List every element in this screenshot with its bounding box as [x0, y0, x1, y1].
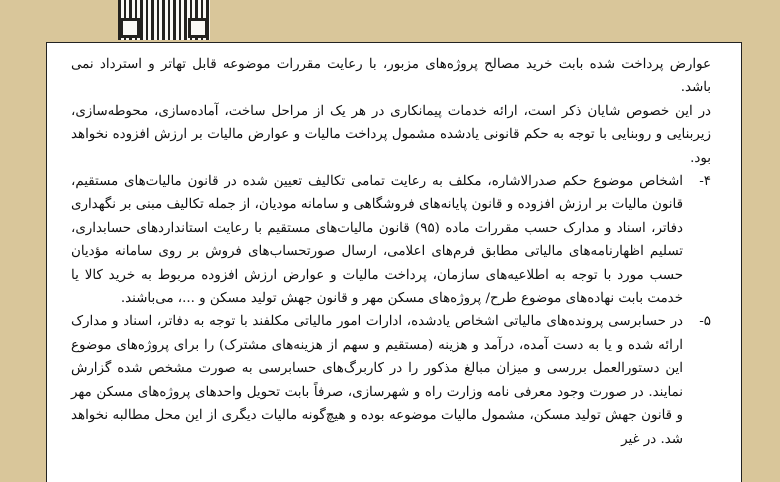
list-item — [71, 170, 711, 310]
paragraph-contracting-services: در این خصوص شایان ذکر است، ارائه خدمات پیمانکاری در هر یک از مراحل ساخت، آماده‌سازی، محوطه‌سازی، زیربنایی و روبنایی با توجه به حکم قانونی یادشده مشمول پرداخت مالیات و عوارض مالیات بر ارزش افزوده نخواهد بود. — [71, 103, 711, 166]
document-text — [71, 53, 711, 451]
qr-code — [118, 0, 210, 40]
item-text: اشخاص موضوع حکم صدرالاشاره، مکلف به رعایت تمامی تکالیف تعیین شده در قانون مالیات‌های مستقیم، قانون مالیات بر ارزش افزوده و قانون پایانه‌های فروشگاهی و سامانه مودیان، از جمله تکالیف مبنی بر نگهداری دفاتر، اسناد و مدارک حسب مقررات ماده (۹۵) قانون مالیات‌های مستقیم با رعایت استانداردهای حسابداری، تسلیم اظهارنامه‌های مالیاتی مطابق فرم‌های اعلامی، ارسال صورتحساب‌های فروش بر روی سامانه مؤدیان حسب مورد با توجه به اطلاعیه‌های سازمان، پرداخت مالیات و عوارض ارزش افزوده مربوط به خرید کالا یا خدمت بابت نهاده‌های موضوع طرح/ پروژه‌های مسکن مهر و قانون جهش تولید مسکن و ...، می‌باشند. — [71, 174, 684, 307]
item-number: ۴- — [699, 174, 711, 190]
list-item — [71, 310, 711, 450]
item-number: ۵- — [699, 314, 711, 330]
document-page — [46, 42, 742, 482]
item-text: در حسابرسی پرونده‌های مالیاتی اشخاص یادشده، ادارات امور مالیاتی مکلفند با توجه به دفاتر، اسناد و مدارک ارائه شده و یا به دست آمده، درآمد و هزینه (مستقیم و سهم از هزینه‌های مشترک) را برای پروژه‌های موضوع این دستورالعمل بررسی و میزان مبالغ مذکور را در کاربرگ‌های حسابرسی به صورت مشخص شده گزارش نمایند. در صورت وجود معرفی نامه وزارت راه و شهرسازی، صرفاً بابت تحویل واحدهای پروژه‌های مسکن مهر و قانون جهش تولید مسکن، مشمول مالیات موضوعه بوده و هیچ‌گونه مالیات دیگری از این محل مطالبه نخواهد شد. در غیر — [71, 314, 683, 447]
paragraph-fees: عوارض پرداخت شده بابت خرید مصالح پروژه‌های مزبور، با رعایت مقررات موضوعه قابل تهاتر و استرداد نمی باشد. — [71, 57, 711, 96]
